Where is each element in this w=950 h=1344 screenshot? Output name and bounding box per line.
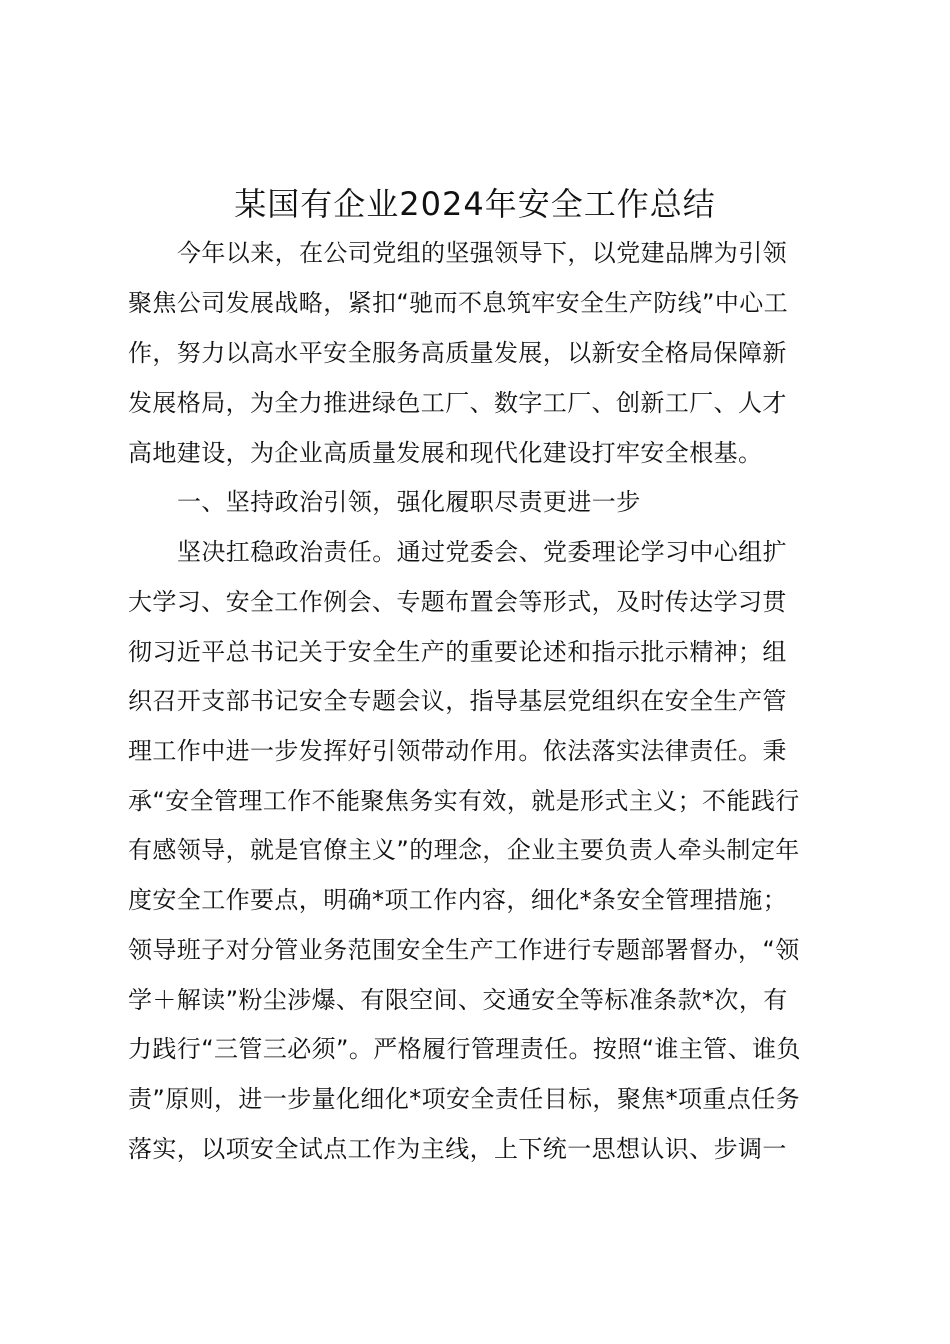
section-heading-1: 一、坚持政治引领，强化履职尽责更进一步 — [177, 488, 641, 516]
paragraph-2-line-5: 理工作中进一步发挥好引领带动作用。依法落实法律责任。秉 — [128, 737, 787, 765]
paragraph-2-line-2: 大学习、安全工作例会、专题布置会等形式，及时传达学习贯 — [128, 588, 787, 616]
paragraph-2-line-9: 领导班子对分管业务范围安全生产工作进行专题部署督办，“领 — [128, 936, 800, 964]
paragraph-2-line-6: 承“安全管理工作不能聚焦务实有效，就是形式主义；不能践行 — [128, 787, 800, 815]
paragraph-2-line-12: 责”原则，进一步量化细化*项安全责任目标，聚焦*项重点任务 — [128, 1085, 801, 1113]
paragraph-1-line-3: 作，努力以高水平安全服务高质量发展，以新安全格局保障新 — [128, 339, 787, 367]
paragraph-2-line-10: 学＋解读”粉尘涉爆、有限空间、交通安全等标准条款*次，有 — [128, 986, 788, 1014]
paragraph-2-line-8: 度安全工作要点，明确*项工作内容，细化*条安全管理措施； — [128, 886, 788, 914]
paragraph-1-line-5: 高地建设，为企业高质量发展和现代化建设打牢安全根基。 — [128, 439, 763, 467]
paragraph-2-line-7: 有感领导，就是官僚主义”的理念，企业主要负责人牵头制定年 — [128, 836, 800, 864]
paragraph-2-line-1: 坚决扛稳政治责任。通过党委会、党委理论学习中心组扩 — [177, 538, 787, 566]
document-title: 某国有企业2024年安全工作总结 — [234, 185, 716, 223]
paragraph-2-line-3: 彻习近平总书记关于安全生产的重要论述和指示批示精神；组 — [128, 638, 787, 666]
paragraph-1-line-1: 今年以来，在公司党组的坚强领导下，以党建品牌为引领 — [177, 239, 787, 267]
paragraph-1-line-2: 聚焦公司发展战略，紧扣“驰而不息筑牢安全生产防线”中心工 — [128, 289, 789, 317]
paragraph-2-line-13: 落实，以项安全试点工作为主线，上下统一思想认识、步调一 — [128, 1135, 787, 1163]
paragraph-1-line-4: 发展格局，为全力推进绿色工厂、数字工厂、创新工厂、人才 — [128, 389, 787, 417]
paragraph-2-line-11: 力践行“三管三必须”。严格履行管理责任。按照“谁主管、谁负 — [128, 1035, 801, 1063]
paragraph-2-line-4: 织召开支部书记安全专题会议，指导基层党组织在安全生产管 — [128, 687, 787, 715]
